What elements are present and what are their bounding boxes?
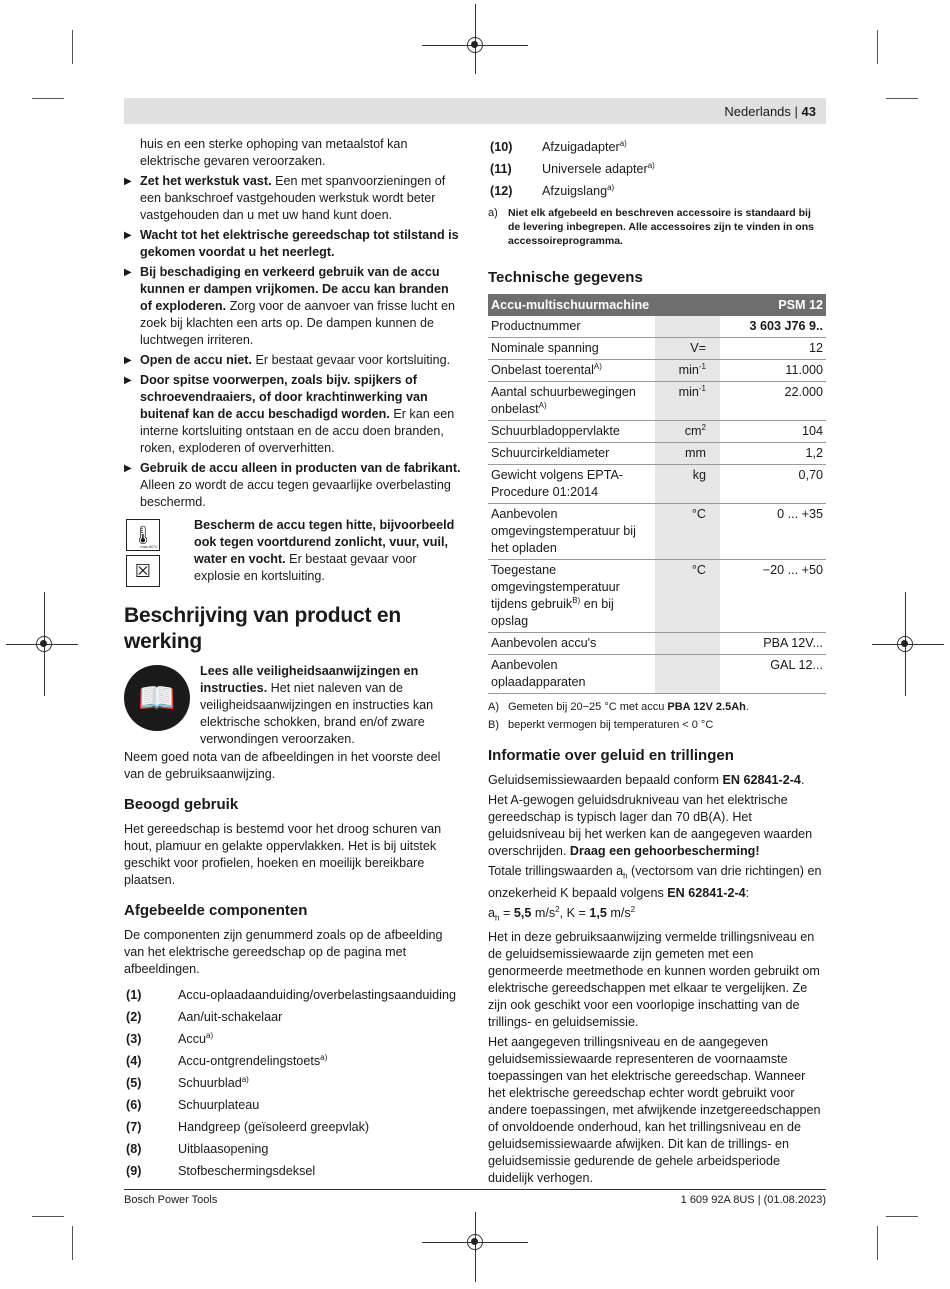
safety-bullet: ▶ Wacht tot het elektrische gereedschap tot stilstand is gekomen voordat u het neerlegt. <box>124 228 459 259</box>
spec-row <box>488 360 826 382</box>
component-number: (2) <box>126 1009 142 1024</box>
right-column <box>488 136 826 1190</box>
footer-brand: Bosch Power Tools <box>124 1194 218 1206</box>
header-text: Nederlands | 43 <box>724 104 816 119</box>
warning-icons <box>126 519 162 591</box>
spec-table-header <box>488 294 826 316</box>
no-water-icon: ☒ <box>126 555 160 587</box>
crop-mark <box>886 98 918 99</box>
noise-paragraph: Het in deze gebruiksaanwijzing vermelde trillingsniveau en de geluidsemissiewaarde zijn gemeten met een genormeerde meetmethode en kunnen worden gebruikt om elektrische gereedschappen met elkaar te vergelijken. Ze zijn ook geschikt voor een voorlopige inschatting van de trillings- en geluidsemissie. <box>488 930 820 1030</box>
intended-use-text: Het gereedschap is bestemd voor het droog schuren van hout, plamuur en gelakte oppervlakken. Het is bij uitstek geschikt voor profielen, hoeken en moeilijk bereikbare plaatsen. <box>124 822 442 887</box>
component-label: Handgreep (geïsoleerd greepvlak) <box>178 1119 370 1134</box>
components-title: Afgebeelde componenten <box>124 902 308 919</box>
spec-unit <box>655 633 720 655</box>
crop-mark <box>32 1216 64 1217</box>
component-item <box>488 180 826 202</box>
noise-title: Informatie over geluid en trillingen <box>488 747 734 764</box>
component-label: Uitblaasopening <box>178 1141 269 1156</box>
safety-bullet-list <box>124 173 462 511</box>
thermometer-icon: 🌡 max.50°C <box>126 519 160 551</box>
safety-bullet: ▶ Open de accu niet. Er bestaat gevaar voor kortsluiting. <box>124 353 451 367</box>
noise-paragraph: Geluidsemissiewaarden bepaald conform EN 62841-2-4. <box>488 773 805 787</box>
component-number: (5) <box>126 1075 142 1090</box>
crop-mark <box>877 30 878 64</box>
component-number: (1) <box>126 987 142 1002</box>
spec-row <box>488 421 826 443</box>
component-number: (4) <box>126 1053 142 1068</box>
component-item <box>488 158 826 180</box>
bullet-arrow-icon: ▶ <box>124 176 132 187</box>
crop-mark <box>72 1226 73 1260</box>
component-number: (7) <box>126 1119 142 1134</box>
spec-row <box>488 655 826 694</box>
bullet-arrow-icon: ▶ <box>124 375 132 386</box>
component-label: Universele adapter$^{a)}$ <box>542 160 655 176</box>
spec-label: Gewicht volgens EPTA-Procedure 01:2014 <box>488 465 655 504</box>
max-temp-label: max.50°C <box>140 544 158 549</box>
crop-mark <box>886 1216 918 1217</box>
registration-mark-icon <box>36 636 52 652</box>
safety-bullet: ▶ Gebruik de accu alleen in producten van de fabrikant. Alleen zo wordt de accu tegen gevaarlijke overbelasting beschermd. <box>124 461 461 509</box>
spec-value: 1,2 <box>720 443 826 465</box>
spec-value: −20 ... +50 <box>720 560 826 633</box>
spec-unit: °C <box>655 504 720 560</box>
spec-unit: V= <box>655 338 720 360</box>
spec-label: Toegestane omgevingstemperatuur tijdens gebruik$^{B)}$ en bij opslag <box>488 560 655 633</box>
left-column <box>124 136 462 1182</box>
component-label: Aan/uit-schakelaar <box>178 1009 283 1024</box>
read-warning-text: Lees alle veiligheidsaanwijzingen en instructies. Het niet naleven van de veiligheidsaanwijzingen en instructies kan elektrische schokken, brand en/of zware verwondingen veroorzaken. <box>200 664 434 746</box>
component-label: Afzuigslang$^{a)}$ <box>542 182 615 198</box>
spec-value: 0,70 <box>720 465 826 504</box>
spec-unit: $\min^{-1}$ <box>655 360 720 382</box>
component-item <box>124 1160 462 1182</box>
spec-row <box>488 338 826 360</box>
component-label: Accu$^{a)}$ <box>178 1030 214 1046</box>
spec-unit <box>655 316 720 338</box>
spec-product-name: Accu-multischuurmachine <box>488 294 720 316</box>
spec-model: PSM 12 <box>720 294 826 316</box>
safety-bullet: ▶ Zet het werkstuk vast. Een met spanvoorzieningen of een bankschroef vastgehouden werkstuk wordt beter vastgehouden dan u met uw hand kunt doen. <box>124 174 446 222</box>
footer-rule <box>124 1189 826 1190</box>
components-list-cont <box>488 136 826 202</box>
components-list <box>124 984 462 1182</box>
noise-paragraph: Het A-gewogen geluidsdrukniveau van het elektrische gereedschap is typisch lager dan 70 dB(A). Het geluidsniveau bij het werken kan de aangegeven waarden overschrijden. Draag een gehoorbescherming! <box>488 793 813 858</box>
spec-value: PBA 12V... <box>720 633 826 655</box>
paragraph: huis en een sterke ophoping van metaalstof kan elektrische gevaren veroorzaken. <box>140 137 408 168</box>
registration-mark-icon <box>467 1234 483 1250</box>
component-number: (9) <box>126 1163 142 1178</box>
spec-unit: mm <box>655 443 720 465</box>
spec-label: Schuurcirkeldiameter <box>488 443 655 465</box>
component-item <box>124 1138 462 1160</box>
component-number: (10) <box>490 139 513 154</box>
spec-unit: $\min^{-1}$ <box>655 382 720 421</box>
tech-data-title: Technische gegevens <box>488 269 643 286</box>
bullet-arrow-icon: ▶ <box>124 463 132 474</box>
component-item <box>124 984 462 1006</box>
bullet-arrow-icon: ▶ <box>124 267 132 278</box>
component-label: Accu-ontgrendelingstoets$^{a)}$ <box>178 1052 328 1068</box>
spec-label: Aanbevolen accu's <box>488 633 655 655</box>
heat-warning-text: Bescherm de accu tegen hitte, bijvoorbeeld ook tegen voortdurend zonlicht, vuur, vuil, water en vocht. Er bestaat gevaar voor explosie en kortsluiting. <box>194 518 455 583</box>
registration-mark-icon <box>467 37 483 53</box>
component-label: Afzuigadapter$^{a)}$ <box>542 138 627 154</box>
spec-label: Nominale spanning <box>488 338 655 360</box>
component-number: (8) <box>126 1141 142 1156</box>
spec-footnote: A) Gemeten bij 20−25 °C met accu PBA 12V 2.5Ah. <box>488 701 749 713</box>
component-item <box>124 1116 462 1138</box>
page-number: 43 <box>801 104 816 119</box>
safety-bullet: ▶ Door spitse voorwerpen, zoals bijv. spijkers of schroevendraaiers, of door krachtinwerking van buitenaf kan de accu beschadigd worden. Er kan een interne kortsluiting ontstaan en de accu doen branden, roken, exploderen of oververhitten. <box>124 373 455 455</box>
crop-mark <box>877 1226 878 1260</box>
spec-unit: kg <box>655 465 720 504</box>
spec-label: Productnummer <box>488 316 655 338</box>
spec-table <box>488 294 826 694</box>
page-header <box>124 98 826 124</box>
safety-bullet: ▶ Bij beschadiging en verkeerd gebruik van de accu kunnen er dampen vrijkomen. De accu kan branden of exploderen. Zorg voor de aanvoer van frisse lucht en zoek bij klachten een arts op. De dampen kunnen de luchtwegen irriteren. <box>124 265 455 347</box>
spec-row <box>488 560 826 633</box>
spec-footnotes <box>488 700 826 732</box>
spec-row <box>488 504 826 560</box>
component-item <box>124 1094 462 1116</box>
read-instructions-warning <box>124 663 462 749</box>
vibration-formula: $a_h = 5,5$ $m/s^2$, K = 1,5 $m/s^2$ <box>488 904 636 923</box>
spec-unit <box>655 655 720 694</box>
component-label: Accu-oplaadaanduiding/overbelastingsaanduiding <box>178 987 456 1002</box>
spec-value: 11.000 <box>720 360 826 382</box>
component-number: (3) <box>126 1031 142 1046</box>
spec-unit: °C <box>655 560 720 633</box>
component-label: Schuurplateau <box>178 1097 260 1112</box>
component-item <box>124 1050 462 1072</box>
intended-use-title: Beoogd gebruik <box>124 796 239 813</box>
footer-doc-number: 1 609 92A 8US | (01.08.2023) <box>680 1194 826 1206</box>
component-number: (12) <box>490 183 513 198</box>
bullet-arrow-icon: ▶ <box>124 355 132 366</box>
registration-mark-icon <box>897 636 913 652</box>
note-paragraph: Neem goed nota van de afbeeldingen in het voorste deel van de gebruiksaanwijzing. <box>124 750 441 781</box>
spec-row <box>488 316 826 338</box>
spec-value: GAL 12... <box>720 655 826 694</box>
spec-label: Onbelast toerental$^{A)}$ <box>488 360 655 382</box>
section-title: Beschrijving van product en werking <box>124 604 401 653</box>
header-language: Nederlands <box>724 104 791 119</box>
spec-label: Aanbevolen oplaadapparaten <box>488 655 655 694</box>
bullet-arrow-icon: ▶ <box>124 230 132 241</box>
heat-warning <box>124 517 462 585</box>
noise-paragraph: Het aangegeven trillingsniveau en de aangegeven geluidsemissiewaarde representeren de voornaamste toepassingen van het elektrische gereedschap. Wanneer het elektrische gereedschap echter wordt gebruikt voor andere toepassingen, met afwijkende inzetgereedschappen of onvoldoende onderhoud, kan het trillingsniveau en de geluidsemissiewaarde afwijken. Dit kan de trillings- en geluidsemissie gedurende de gehele arbeidsperiode duidelijk verhogen. <box>488 1035 821 1186</box>
component-number: (6) <box>126 1097 142 1112</box>
component-label: Stofbeschermingsdeksel <box>178 1163 316 1178</box>
vibration-paragraph: Totale trillingswaarden $a_h$ (vectorsom van drie richtingen) en onzekerheid K bepaald volgens EN 62841-2-4: <box>488 864 822 900</box>
component-item <box>124 1028 462 1050</box>
spec-value: 22.000 <box>720 382 826 421</box>
spec-value: 104 <box>720 421 826 443</box>
read-manual-icon: 📖 <box>124 665 190 731</box>
spec-row <box>488 443 826 465</box>
spec-value: 3 603 J76 9.. <box>720 316 826 338</box>
spec-row <box>488 382 826 421</box>
component-item <box>488 136 826 158</box>
components-footnote: a) Niet elk afgebeeld en beschreven accessoire is standaard bij de levering inbegrepen. Alle accessoires zijn te vinden in ons accessoireprogramma. <box>488 207 814 247</box>
spec-label: Aanbevolen omgevingstemperatuur bij het opladen <box>488 504 655 560</box>
component-item <box>124 1072 462 1094</box>
component-number: (11) <box>490 161 512 176</box>
component-item <box>124 1006 462 1028</box>
spec-unit: $cm^2$ <box>655 421 720 443</box>
spec-label: Aantal schuurbewegingen onbelast$^{A)}$ <box>488 382 655 421</box>
crop-mark <box>32 98 64 99</box>
component-label: Schuurblad$^{a)}$ <box>178 1074 249 1090</box>
spec-footnote: B) beperkt vermogen bij temperaturen < 0 °C <box>488 719 714 731</box>
components-text: De componenten zijn genummerd zoals op de afbeelding van het elektrische gereedschap op de pagina met afbeeldingen. <box>124 928 443 976</box>
crop-mark <box>72 30 73 64</box>
spec-value: 0 ... +35 <box>720 504 826 560</box>
spec-value: 12 <box>720 338 826 360</box>
spec-label: Schuurbladoppervlakte <box>488 421 655 443</box>
spec-row <box>488 633 826 655</box>
spec-row <box>488 465 826 504</box>
